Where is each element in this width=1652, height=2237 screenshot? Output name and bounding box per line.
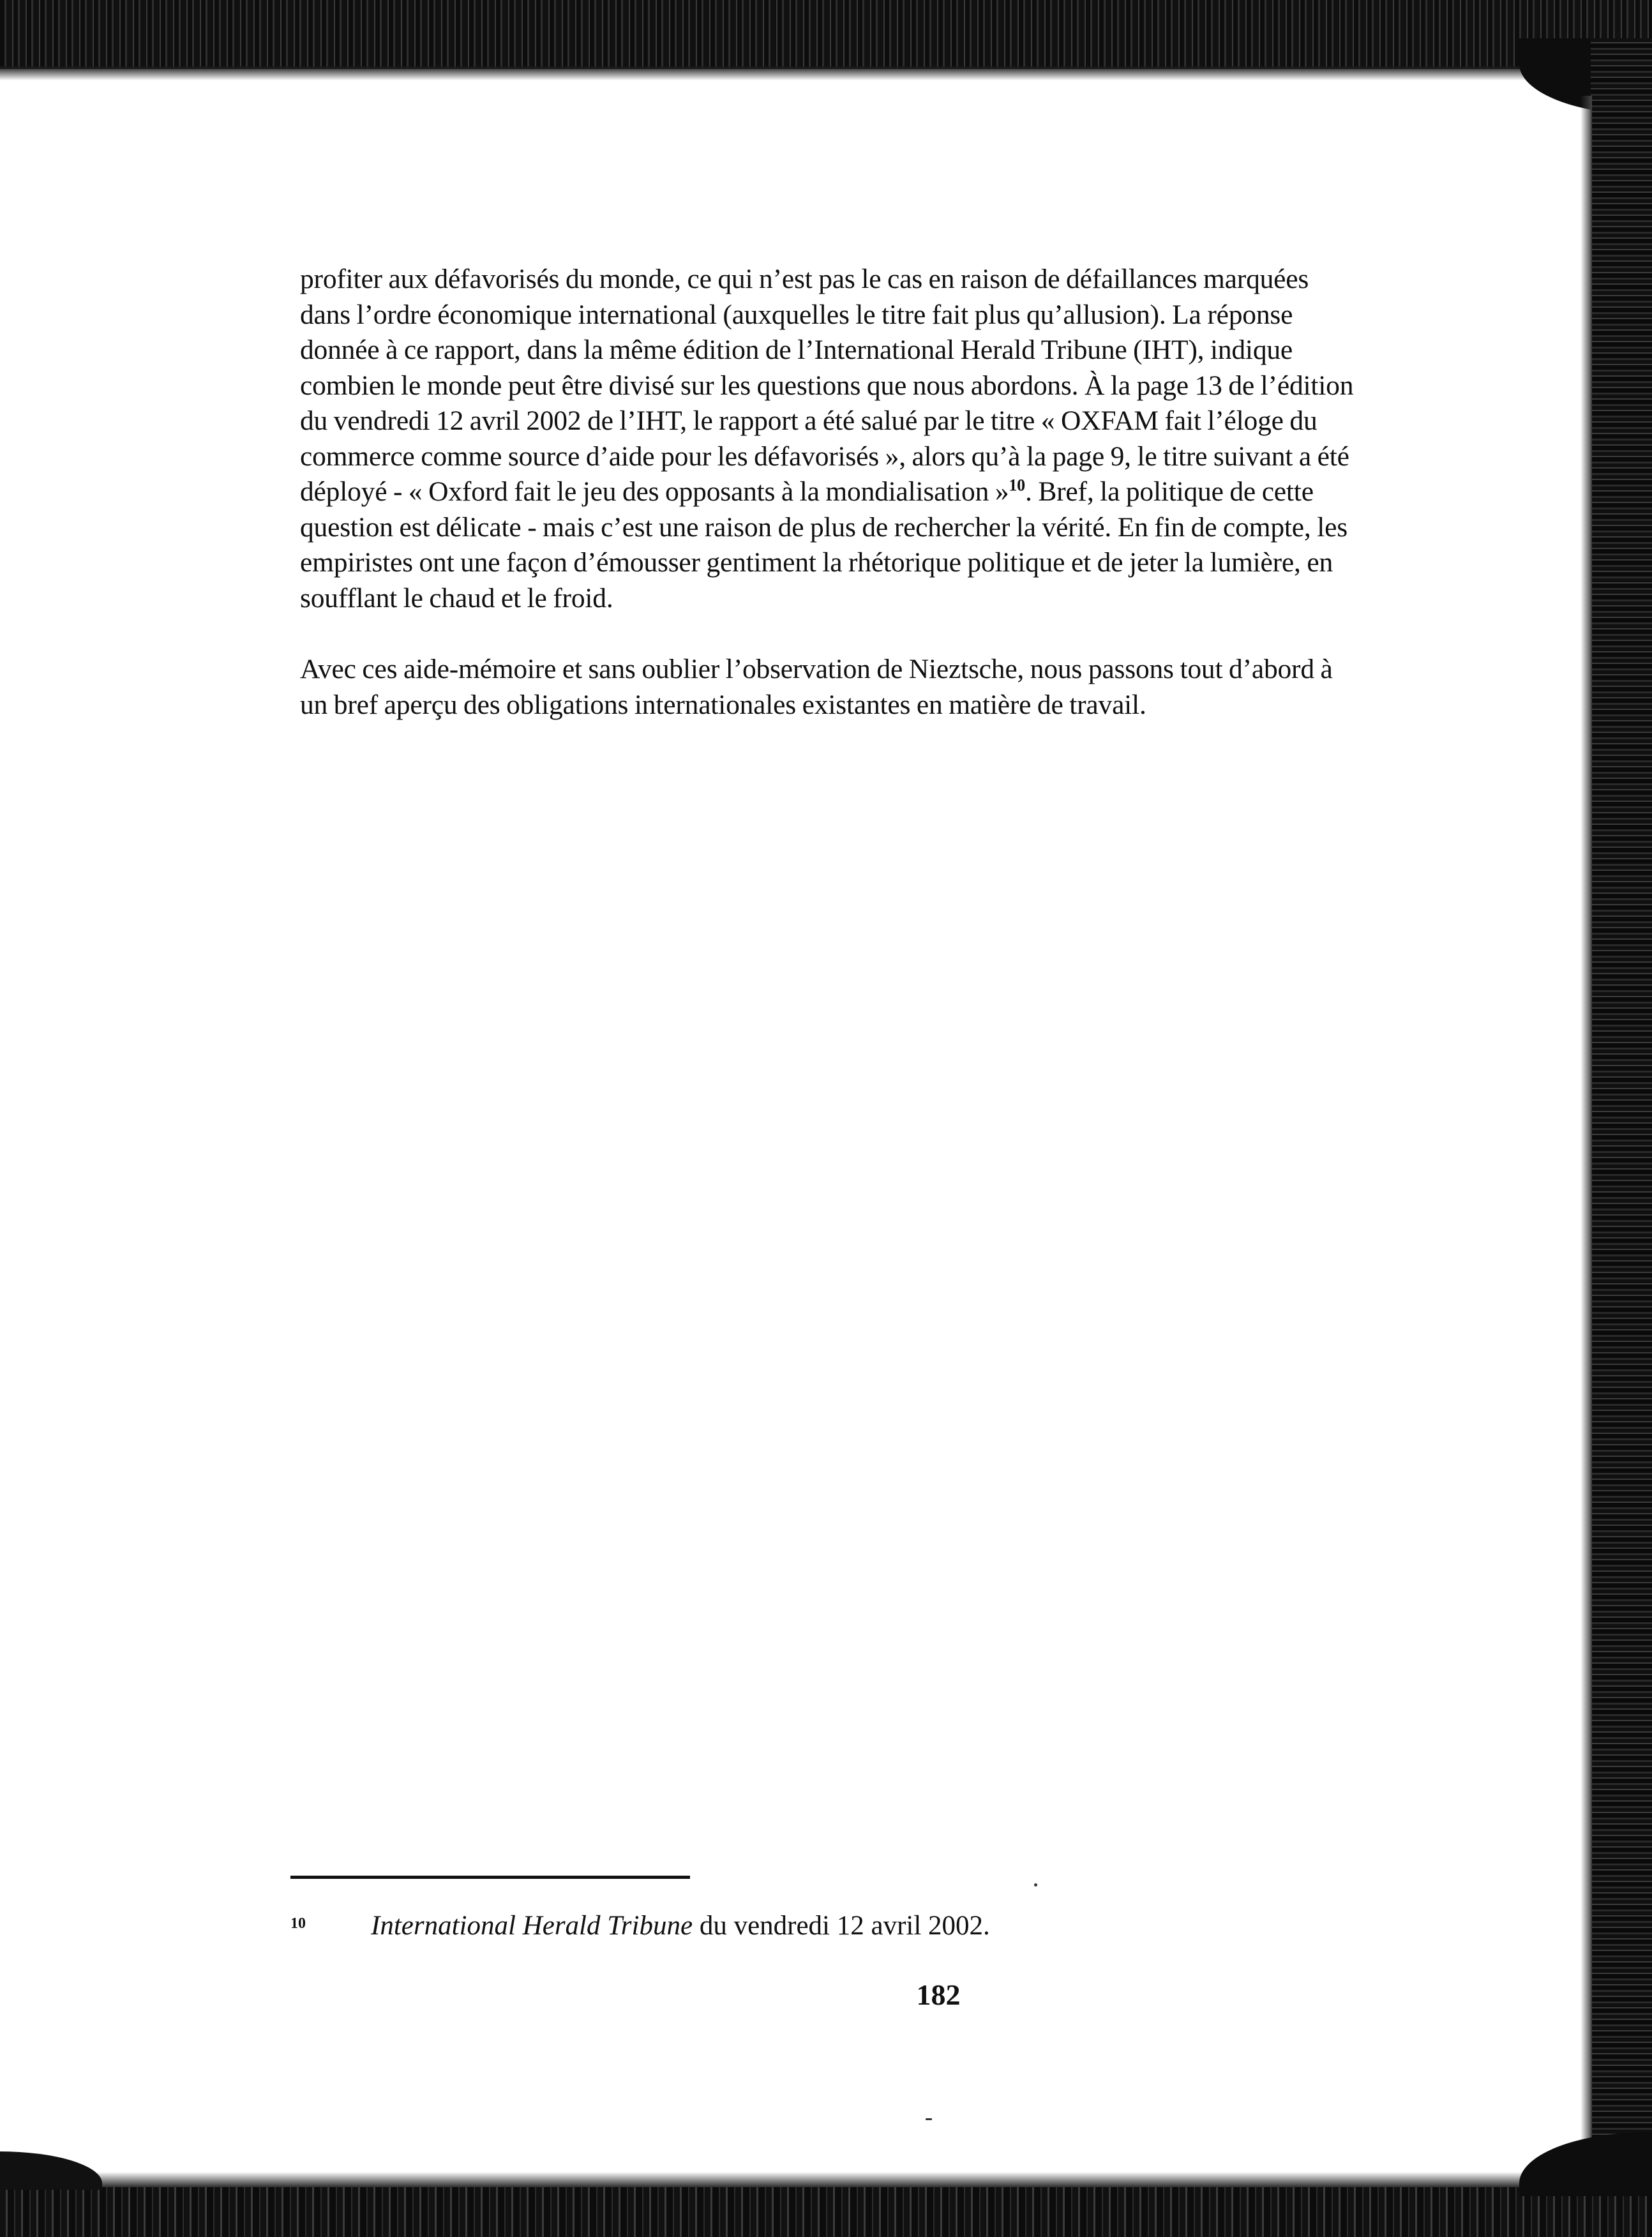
text-line: profiter aux défavorisés du monde, ce qui n’est pas le cas en raison de défaillances marquées (300, 264, 1309, 294)
footnote-reference: 10 (1009, 476, 1025, 495)
footnote-number: 10 (290, 1915, 306, 1932)
scan-speck (926, 2118, 932, 2120)
text-line: question est délicate - mais c’est une raison de plus de rechercher la vérité. En fin de compte, les (300, 511, 1348, 543)
scan-border-top-shadow (0, 66, 1652, 80)
main-text (300, 262, 1551, 723)
footnote-title: International Herald Tribune (371, 1911, 693, 1941)
text-line: combien le monde peut être divisé sur les questions que nous abordons. À la page 13 de l’édition (300, 370, 1354, 401)
text-line: du vendredi 12 avril 2002 de l’IHT, le rapport a été salué par le titre « OXFAM fait l’éloge du (300, 405, 1318, 436)
paragraph-1 (300, 262, 1551, 616)
scan-speck (1034, 1883, 1037, 1887)
scan-border-top (0, 0, 1652, 69)
text-line: commerce comme source d’aide pour les défavorisés », alors qu’à la page 9, le titre suivant a été (300, 441, 1349, 472)
footnote-text (371, 1909, 990, 1943)
text-line: Avec ces aide-mémoire et sans oublier l’observation de Nieztsche, nous passons tout d’abord à (300, 654, 1333, 684)
scan-page-edge-shadow (1581, 96, 1592, 2145)
scan-corner-bottom-right (1519, 2132, 1652, 2196)
text-line: soufflant le chaud et le froid. (300, 582, 613, 614)
text-line: un bref aperçu des obligations internationales existantes en matière de travail. (300, 689, 1146, 720)
text-line: dans l’ordre économique international (auxquelles le titre fait plus qu’allusion). La réponse (300, 299, 1293, 330)
text-fragment: déployé - « Oxford fait le jeu des opposants à la mondialisation » (300, 476, 1009, 507)
scan-corner-bottom-left (0, 2151, 102, 2190)
paragraph-2 (300, 652, 1551, 723)
footnote-separator (290, 1876, 690, 1879)
page-number: 182 (916, 1978, 961, 2011)
text-line: donnée à ce rapport, dans la même édition de l’International Herald Tribune (IHT), indique (300, 335, 1293, 365)
text-fragment: . Bref, la politique de cette (1025, 476, 1314, 507)
footnote-rest: du vendredi 12 avril 2002. (693, 1911, 990, 1941)
text-line-with-footnote (300, 474, 1551, 510)
text-line: empiristes ont une façon d’émousser gentiment la rhétorique politique et de jeter la lumière, en (300, 547, 1333, 578)
scan-border-right (1591, 38, 1652, 2237)
scan-border-bottom (0, 2187, 1652, 2237)
scan-border-bottom-shadow (0, 2172, 1652, 2188)
